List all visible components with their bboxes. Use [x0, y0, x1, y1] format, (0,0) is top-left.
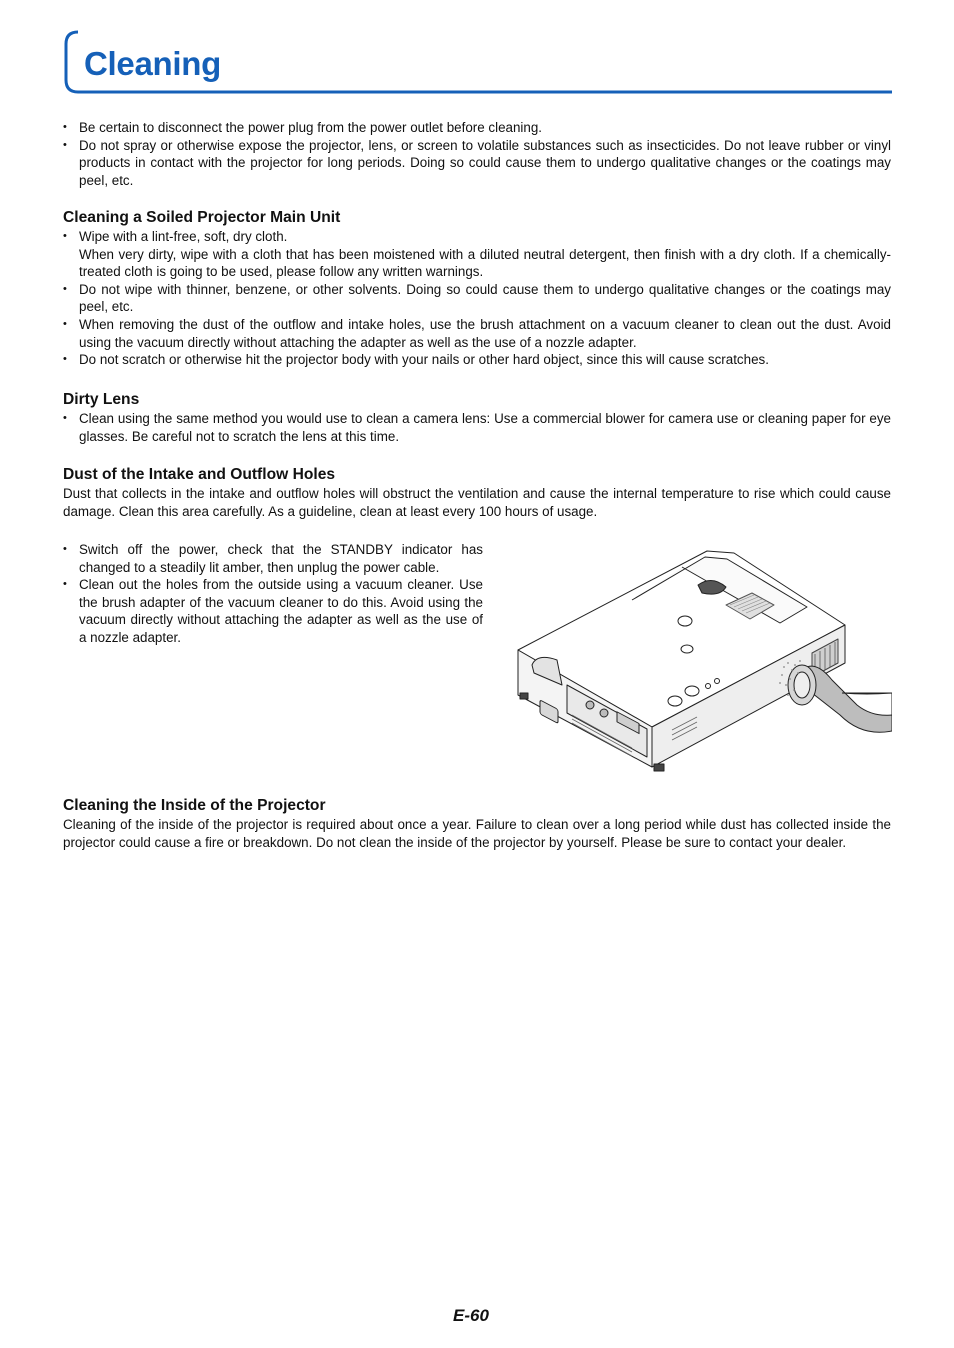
- page-title: Cleaning: [84, 45, 221, 82]
- dust-steps: [63, 541, 483, 647]
- main-unit-section: [63, 208, 891, 369]
- projector-drawing: [512, 545, 892, 777]
- dust-list: [63, 541, 483, 647]
- main-unit-list: [63, 228, 891, 369]
- list-item-text: When very dirty, wipe with a cloth that has been moistened with a diluted neutral detergent, then finish with a dry cloth. If a chemically-treated cloth is going to be used, please follow any written warnings.: [79, 246, 891, 280]
- section-paragraph: Dust that collects in the intake and outflow holes will obstruct the ventilation and cause the internal temperature to rise which could cause damage. Clean this area carefully. As a guideline, clean at least every 100 hours of usage.: [63, 486, 891, 519]
- list-item: • Clean out the holes from the outside using a vacuum cleaner. Use the brush adapter of the vacuum cleaner to do this. Avoid using the vacuum directly without attaching the adapter as well as the use of a nozzle adapter.: [63, 576, 483, 646]
- dust-section: [63, 465, 891, 520]
- dirty-lens-section: [63, 390, 891, 445]
- list-item: [63, 228, 891, 281]
- list-item: • Do not spray or otherwise expose the projector, lens, or screen to volatile substances such as insecticides. Do not leave rubber or vinyl products in contact with the projector for long periods. Doing so could cause them to undergo qualitative changes or the coatings may peel, etc.: [63, 137, 891, 190]
- page-number: E-60: [453, 1306, 489, 1325]
- intro-section: [63, 119, 891, 189]
- list-item: • Do not wipe with thinner, benzene, or other solvents. Doing so could cause them to undergo qualitative changes or the coatings may peel, etc.: [63, 281, 891, 316]
- vacuum-hose: [788, 665, 892, 732]
- intro-list: [63, 119, 891, 189]
- section-heading: Cleaning the Inside of the Projector: [63, 797, 326, 814]
- list-item: • Do not scratch or otherwise hit the projector body with your nails or other hard object, since this will cause scratches.: [63, 351, 891, 369]
- list-item: • When removing the dust of the outflow and intake holes, use the brush attachment on a vacuum cleaner to clean out the dust. Avoid using the vacuum directly without attaching the adapter as well as the use of a nozzle adapter.: [63, 316, 891, 351]
- section-paragraph: Cleaning of the inside of the projector is required about once a year. Failure to clean over a long period while dust has collected inside the projector could cause a fire or breakdown. Do not clean the inside of the projector by yourself. Please be sure to contact your dealer.: [63, 817, 891, 850]
- inside-section: [63, 796, 891, 851]
- list-item: • Clean using the same method you would use to clean a camera lens: Use a commercial blower for camera use or cleaning paper for eye glasses. Be careful not to scratch the lens at this time.: [63, 410, 891, 445]
- section-heading: Dust of the Intake and Outflow Holes: [63, 466, 336, 483]
- section-heading: Dirty Lens: [63, 391, 140, 408]
- list-item: • Be certain to disconnect the power plug from the power outlet before cleaning.: [63, 119, 891, 137]
- section-heading: Cleaning a Soiled Projector Main Unit: [63, 209, 341, 226]
- list-item-text: Wipe with a lint-free, soft, dry cloth.: [79, 229, 288, 244]
- projector-vacuum-illustration: [512, 545, 892, 777]
- list-item: • Switch off the power, check that the STANDBY indicator has changed to a steadily lit amber, then unplug the power cable.: [63, 541, 483, 576]
- dirty-lens-list: [63, 410, 891, 445]
